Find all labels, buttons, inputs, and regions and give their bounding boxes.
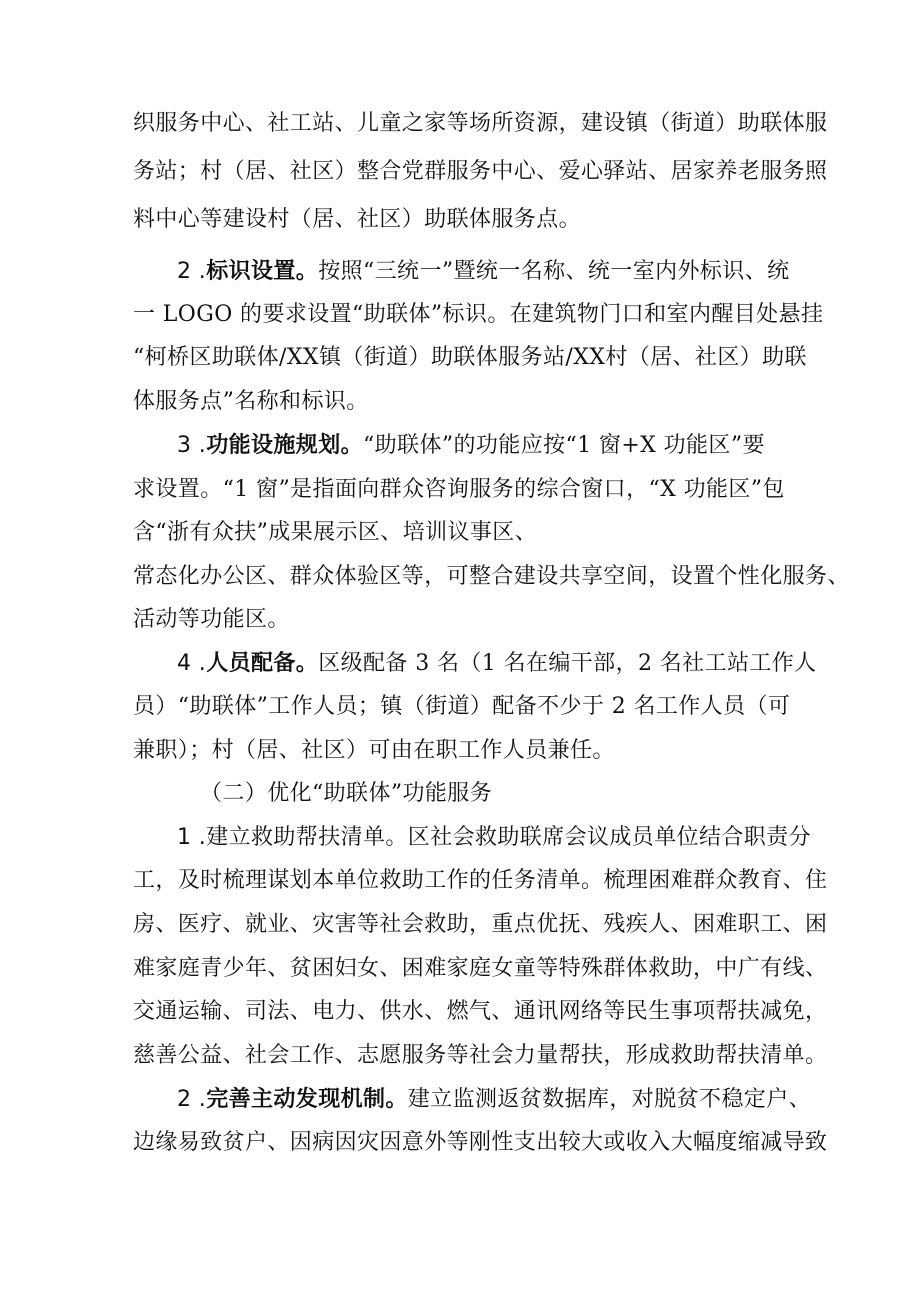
p5-line-2: 边缘易致贫户、因病因灾因意外等刚性支出较大或收入大幅度缩减导致	[133, 1130, 828, 1155]
p4-number: 1 .	[177, 825, 207, 850]
section-heading: （二）优化“助联体”功能服务	[200, 781, 493, 806]
p0-line-3: 料中心等建设村（居、社区）助联体服务点。	[133, 207, 582, 232]
p4-line-3: 房、医疗、就业、灾害等社会救助，重点优抚、残疾人、困难职工、困	[133, 912, 828, 937]
p3-title: 人员配备。	[206, 651, 319, 676]
p4-line-5: 交通运输、司法、电力、供水、燃气、通讯网络等民生事项帮扶减免，	[133, 999, 828, 1024]
p3-line-1-text: 区级配备 3 名（1 名在编干部，2 名社工站工作人	[318, 651, 817, 676]
p3-line-1	[177, 649, 817, 679]
p4-line-1	[177, 823, 811, 853]
p4-line-2: 工，及时梳理谋划本单位救助工作的任务清单。梳理困难群众教育、住	[133, 868, 828, 893]
p2-title: 功能设施规划。	[206, 433, 363, 458]
p2-line-1	[177, 431, 765, 461]
p2-line-2: 求设置。“1 窗”是指面向群众咨询服务的综合窗口，“X 功能区”包	[133, 477, 785, 502]
p2-line-4: 常态化办公区、群众体验区等，可整合建设共享空间，设置个性化服务、	[133, 564, 850, 589]
p3-number: 4 .	[177, 651, 207, 676]
p5-line-1-text: 建立监测返贫数据库，对脱贫不稳定户、	[407, 1087, 811, 1112]
p3-line-2: 员）“助联体”工作人员；镇（街道）配备不少于 2 名工作人员（可	[133, 694, 791, 719]
p2-line-5: 活动等功能区。	[133, 607, 290, 632]
p0-line-2: 务站；村（居、社区）整合党群服务中心、爱心驿站、居家养老服务照	[133, 159, 828, 184]
p1-line-1	[177, 257, 790, 287]
p1-line-2: 一 LOGO 的要求设置“助联体”标识。在建筑物门口和室内醒目处悬挂	[133, 302, 824, 327]
p4-line-6: 慈善公益、社会工作、志愿服务等社会力量帮扶，形成救助帮扶清单。	[133, 1043, 828, 1068]
p1-title: 标识设置。	[206, 259, 319, 284]
p2-line-3: 含“浙有众扶”成果展示区、培训议事区、	[133, 520, 538, 545]
p1-line-3: “柯桥区助联体/XX镇（街道）助联体服务站/XX村（居、社区）助联	[133, 345, 807, 370]
p5-line-1	[177, 1085, 811, 1115]
p0-line-1: 织服务中心、社工站、儿童之家等场所资源，建设镇（街道）助联体服	[133, 111, 828, 136]
p1-line-1-text: 按照“三统一”暨统一名称、统一室内外标识、统	[318, 259, 790, 284]
p4-line-4: 难家庭青少年、贫困妇女、困难家庭女童等特殊群体救助，中广有线、	[133, 956, 828, 981]
p1-number: 2 .	[177, 259, 207, 284]
p2-number: 3 .	[177, 433, 207, 458]
p2-line-1-text: “助联体”的功能应按“1 窗+X 功能区”要	[363, 433, 765, 458]
p4-line-1-text: 建立救助帮扶清单。区社会救助联席会议成员单位结合职责分	[206, 825, 811, 850]
p1-line-4: 体服务点”名称和标识。	[133, 389, 369, 414]
p5-title: 完善主动发现机制。	[206, 1087, 408, 1112]
p3-line-3: 兼职）；村（居、社区）可由在职工作人员兼任。	[133, 738, 615, 763]
p5-number: 2 .	[177, 1087, 207, 1112]
